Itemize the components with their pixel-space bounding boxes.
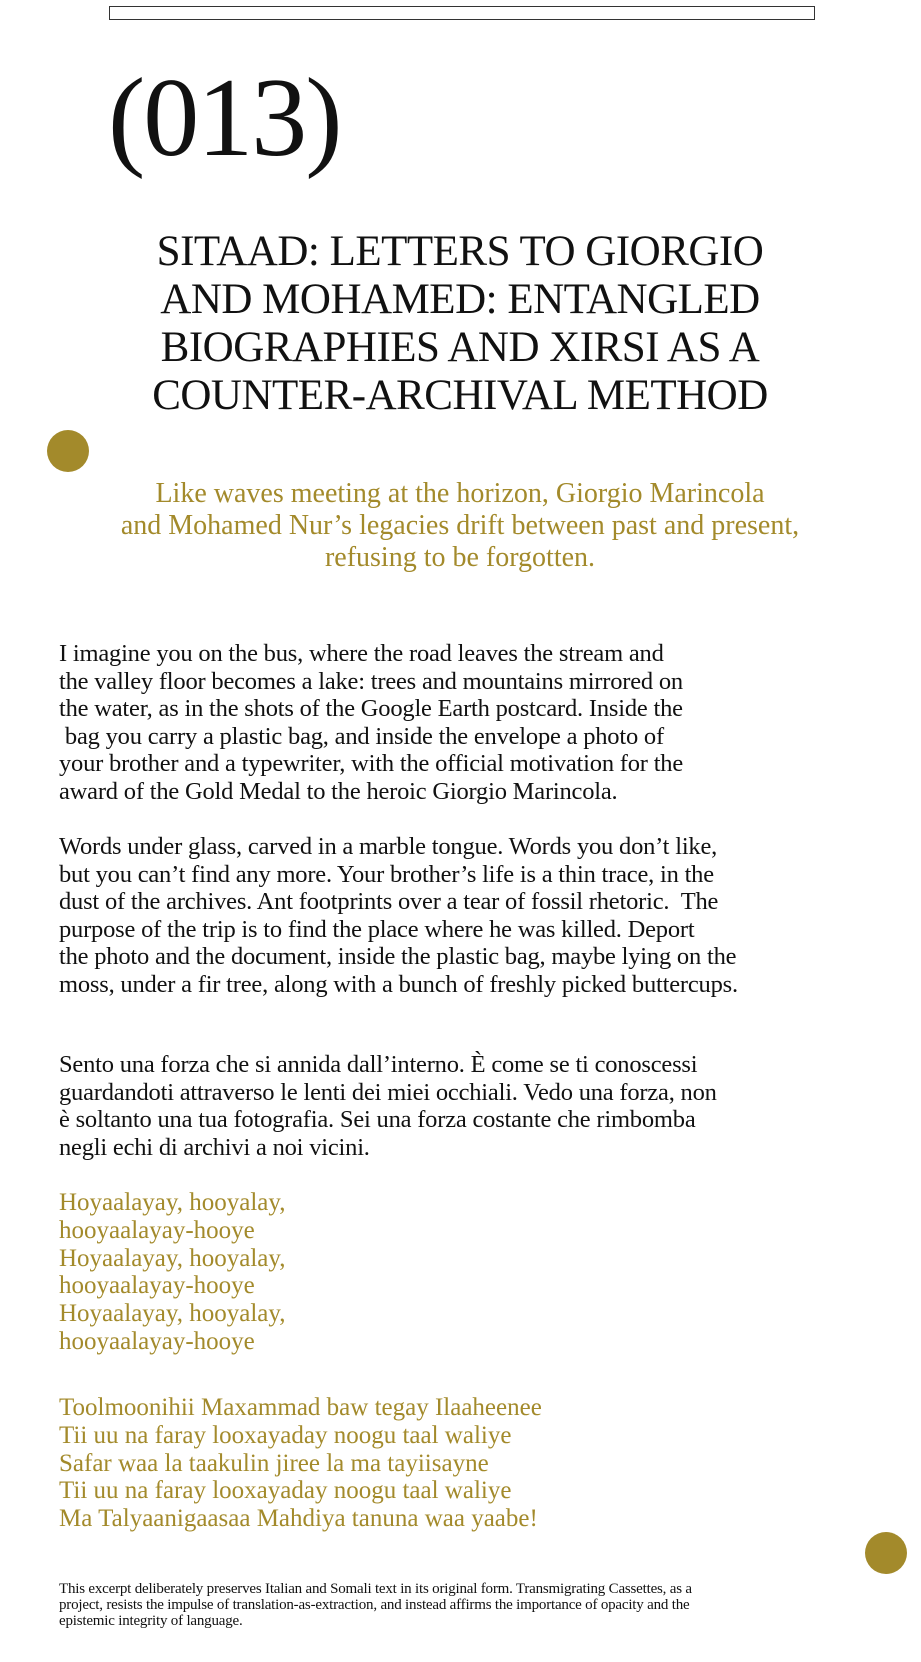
paragraph-line: purpose of the trip is to find the place where he was killed. Deport [59, 915, 695, 943]
title-line: AND MOHAMED: ENTANGLED [160, 276, 760, 323]
top-frame-box [109, 6, 815, 20]
subtitle-line: Like waves meeting at the horizon, Giorgio Marincola [155, 478, 765, 509]
title-line: SITAAD: LETTERS TO GIORGIO [156, 228, 764, 275]
verse-line: Hoyaalayay, hooyalay, [59, 1189, 286, 1216]
paragraph-line: guardandoti attraverso le lenti dei miei occhiali. Vedo una forza, non [59, 1078, 717, 1106]
verse-line: hooyaalayay-hooye [59, 1216, 255, 1244]
verse-line: Tii uu na faray looxayaday noogu taal waliye [59, 1421, 512, 1449]
paragraph-line: the water, as in the shots of the Google Earth postcard. Inside the [59, 695, 683, 722]
verse-line: hooyaalayay-hooye [59, 1327, 255, 1355]
article-title [80, 228, 840, 420]
paragraph-line: Words under glass, carved in a marble tongue. Words you don’t like, [59, 833, 718, 860]
subtitle-pullquote [60, 478, 860, 574]
footnote-line: This excerpt deliberately preserves Italian and Somali text in its original form. Transmigrating Cassettes, as a [59, 1581, 692, 1597]
paragraph-line: negli echi di archivi a noi vicini. [59, 1133, 370, 1161]
paragraph-line: bag you carry a plastic bag, and inside the envelope a photo of [59, 722, 664, 750]
paragraph-line: your brother and a typewriter, with the official motivation for the [59, 750, 684, 777]
verse-line: Ma Talyaanigaasaa Mahdiya tanuna waa yaabe! [59, 1505, 538, 1533]
verse-line: Safar waa la taakulin jiree la ma tayiisayne [59, 1449, 489, 1477]
somali-verse-stanza [59, 1394, 759, 1533]
verse-line: Tii uu na faray looxayaday noogu taal waliye [59, 1477, 512, 1505]
footnote-line: epistemic integrity of language. [59, 1613, 243, 1629]
verse-line: Toolmoonihii Maxammad baw tegay Ilaaheenee [59, 1394, 542, 1421]
gold-dot-right-icon [865, 1532, 907, 1574]
paragraph-line: the valley floor becomes a lake: trees and mountains mirrored on [59, 667, 683, 695]
verse-line: Hoyaalayay, hooyalay, [59, 1244, 286, 1272]
verse-line: hooyaalayay-hooye [59, 1272, 255, 1300]
title-line: BIOGRAPHIES AND XIRSI AS A [160, 324, 760, 371]
footnote [59, 1581, 879, 1629]
paragraph-line: I imagine you on the bus, where the road leaves the stream and [59, 640, 664, 667]
title-line: COUNTER-ARCHIVAL METHOD [152, 372, 768, 419]
paragraph-line: è soltanto una tua fotografia. Sei una forza costante che rimbomba [59, 1106, 696, 1133]
paragraph-line: but you can’t find any more. Your brother’s life is a thin trace, in the [59, 860, 714, 888]
gold-dot-left-icon [47, 430, 89, 472]
chapter-number: (013) [108, 56, 341, 180]
paragraph-line: Sento una forza che si annida dall’interno. È come se ti conoscessi [59, 1051, 698, 1078]
verse-line: Hoyaalayay, hooyalay, [59, 1300, 286, 1328]
paragraph-line: dust of the archives. Ant footprints over a tear of fossil rhetoric. The [59, 888, 719, 915]
subtitle-line: and Mohamed Nur’s legacies drift between past and present, [120, 510, 800, 541]
somali-verse-refrain [59, 1189, 759, 1356]
subtitle-line: refusing to be forgotten. [324, 542, 596, 573]
body-paragraph-italian [59, 1051, 879, 1161]
paragraph-line: the photo and the document, inside the plastic bag, maybe lying on the [59, 943, 737, 970]
body-paragraph-1 [59, 640, 879, 805]
footnote-line: project, resists the impulse of translation-as-extraction, and instead affirms the importance of opacity and the [59, 1597, 690, 1613]
paragraph-line: award of the Gold Medal to the heroic Giorgio Marincola. [59, 777, 618, 805]
body-paragraph-2 [59, 833, 879, 998]
paragraph-line: moss, under a fir tree, along with a bunch of freshly picked buttercups. [59, 970, 738, 998]
